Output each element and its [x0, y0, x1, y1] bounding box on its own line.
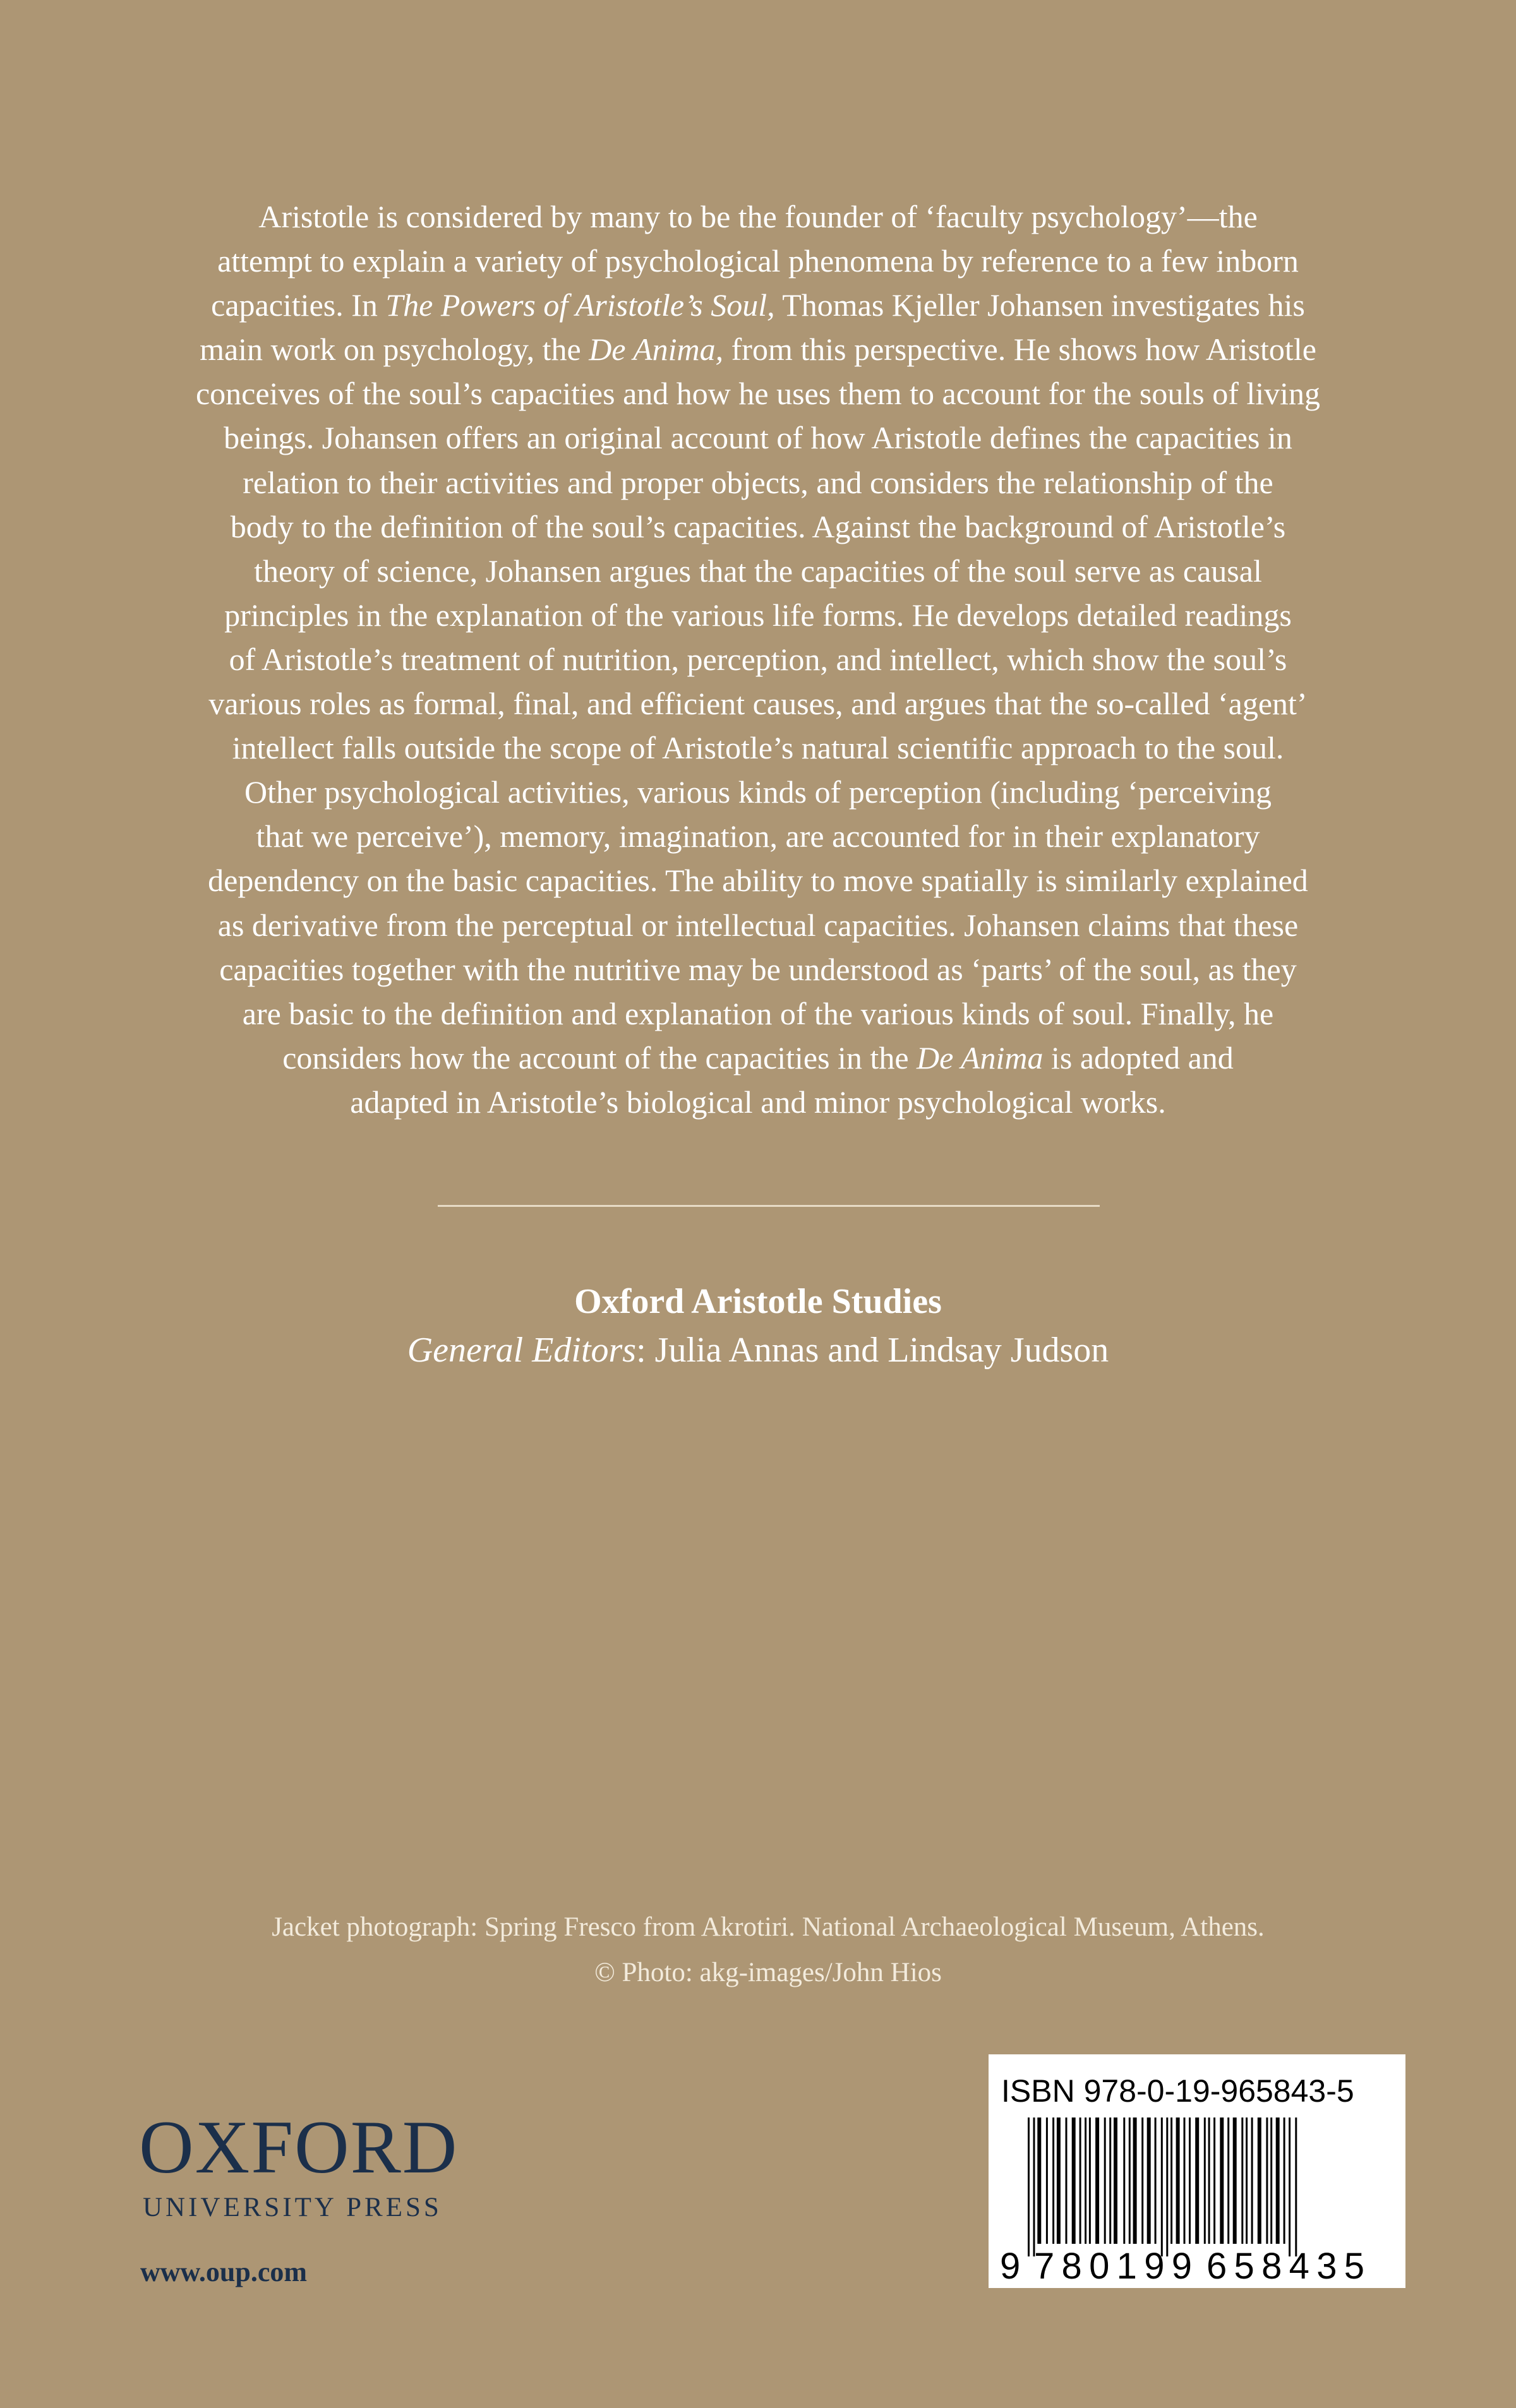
barcode-bar	[1227, 2117, 1229, 2244]
blurb-text: theory of science, Johansen argues that the capacities of the soul serve as causal	[254, 553, 1262, 589]
blurb-text: are basic to the definition and explanation of the various kinds of soul. Finally, he	[242, 995, 1274, 1031]
barcode-bar	[1170, 2117, 1172, 2244]
barcode-bar	[1246, 2117, 1248, 2244]
blurb-italic-text: The Powers of Aristotle’s Soul,	[385, 287, 775, 323]
blurb-line	[126, 327, 1390, 371]
barcode-digits-left: 780199	[1034, 2246, 1192, 2287]
series-editors-names: : Julia Annas and Lindsay Judson	[636, 1331, 1109, 1370]
barcode-graphic	[989, 2054, 1405, 2288]
barcode-bar	[1147, 2117, 1151, 2244]
barcode-bar	[1104, 2117, 1106, 2244]
blurb-line	[126, 593, 1390, 637]
oxford-logo-word: OXFORD	[139, 2105, 459, 2189]
blurb-line	[126, 991, 1390, 1036]
barcode-bar	[1085, 2117, 1086, 2244]
barcode-bar	[1046, 2117, 1048, 2244]
blurb-line	[126, 549, 1390, 593]
barcode-bar	[1033, 2117, 1035, 2256]
blurb-text: Aristotle is considered by many to be the founder of ‘faculty psychology’—the	[258, 199, 1258, 234]
blurb-text: intellect falls outside the scope of Aristotle’s natural scientific approach to the soul.	[232, 730, 1284, 766]
isbn-barcode-box	[989, 2054, 1405, 2288]
blurb-line	[126, 726, 1390, 770]
barcode-bar	[1155, 2117, 1157, 2244]
divider-rule	[438, 1205, 1100, 1207]
blurb-text: Thomas Kjeller Johansen investigates his	[774, 287, 1305, 323]
blurb-text: various roles as formal, final, and efficient causes, and argues that the so-called ‘agent’	[208, 686, 1308, 722]
blurb-text: considers how the account of the capacities in the	[282, 1039, 917, 1075]
barcode-bar	[1114, 2117, 1117, 2244]
barcode-bar	[1289, 2117, 1290, 2256]
blurb-line	[126, 283, 1390, 327]
barcode-bar	[1037, 2117, 1041, 2244]
barcode-bar	[1123, 2117, 1125, 2244]
barcode-bar	[1258, 2117, 1261, 2244]
barcode-bar	[1141, 2117, 1143, 2244]
blurb-line	[126, 460, 1390, 505]
blurb-text: capacities together with the nutritive may be understood as ‘parts’ of the soul, as they	[219, 951, 1297, 987]
publisher-website: www.oup.com	[140, 2256, 308, 2287]
barcode-bar	[1208, 2117, 1210, 2244]
blurb-text: main work on psychology, the	[200, 332, 589, 368]
blurb-text: dependency on the basic capacities. The ability to move spatially is similarly explained	[208, 863, 1308, 899]
barcode-bar	[1184, 2117, 1186, 2244]
barcode-bar	[1072, 2117, 1076, 2244]
blurb-line	[126, 903, 1390, 947]
blurb-text: beings. Johansen offers an original account of how Aristotle defines the capacities in	[224, 420, 1292, 456]
barcode-digit-first: 9	[1000, 2246, 1021, 2287]
blurb-text: from this perspective. He shows how Aristotle	[723, 332, 1316, 368]
barcode-bar	[1241, 2117, 1243, 2244]
blurb-line	[126, 195, 1390, 239]
blurb-line	[126, 814, 1390, 858]
barcode-bar	[1057, 2117, 1061, 2244]
blurb-line	[126, 770, 1390, 814]
barcode-bar	[1276, 2117, 1280, 2244]
series-editors-label: General Editors	[407, 1331, 637, 1370]
blurb-text: of Aristotle’s treatment of nutrition, perception, and intellect, which show the soul’s	[229, 641, 1287, 677]
blurb-text: conceives of the soul’s capacities and how he uses them to account for the souls of living	[195, 376, 1321, 412]
barcode-bar	[1266, 2117, 1268, 2244]
blurb-text: Other psychological activities, various kinds of perception (including ‘perceiving	[244, 774, 1272, 810]
blurb-line	[126, 239, 1390, 283]
oxford-logo-subtitle: UNIVERSITY PRESS	[143, 2193, 442, 2222]
barcode-bar	[1189, 2117, 1191, 2244]
barcode-bar	[1270, 2117, 1272, 2244]
blurb-line	[126, 637, 1390, 681]
barcode-bar	[1161, 2117, 1163, 2256]
blurb-line	[126, 371, 1390, 416]
barcode-bar	[1251, 2117, 1253, 2244]
blurb-text: that we perceive’), memory, imagination, are accounted for in their explanatory	[256, 818, 1260, 854]
barcode-bar	[1066, 2117, 1068, 2244]
barcode-bar	[1176, 2117, 1180, 2244]
barcode-bar	[1129, 2117, 1131, 2244]
barcode-bar	[1052, 2117, 1054, 2244]
blurb-text: adapted in Aristotle’s biological and minor psychological works.	[350, 1084, 1166, 1120]
blurb-text: capacities. In	[211, 287, 386, 323]
blurb-line	[126, 505, 1390, 549]
barcode-bar	[1109, 2117, 1111, 2244]
barcode-bar	[1166, 2117, 1168, 2256]
barcode-bar	[1028, 2117, 1030, 2256]
blurb-line	[126, 947, 1390, 991]
blurb-text: principles in the explanation of the various life forms. He develops detailed readings	[224, 597, 1292, 633]
barcode-bar	[1213, 2117, 1215, 2244]
back-cover-blurb	[126, 195, 1390, 1124]
blurb-text: relation to their activities and proper objects, and considers the relationship of the	[243, 464, 1273, 500]
blurb-text: is adopted and	[1043, 1039, 1234, 1075]
oxford-university-press-logo	[139, 2105, 493, 2225]
barcode-bar	[1095, 2117, 1099, 2244]
series-editors	[0, 1328, 1516, 1372]
blurb-line	[126, 681, 1390, 726]
blurb-line	[126, 858, 1390, 902]
barcode-bar	[1195, 2117, 1199, 2244]
blurb-italic-text: De Anima,	[589, 332, 724, 368]
blurb-italic-text: De Anima	[917, 1039, 1044, 1075]
blurb-line	[126, 416, 1390, 460]
blurb-text: attempt to explain a variety of psychological phenomena by reference to a few inborn	[217, 243, 1299, 279]
barcode-bar	[1089, 2117, 1091, 2244]
jacket-photo-credit: Jacket photograph: Spring Fresco from Akrotiri. National Archaeological Museum, Athens.	[272, 1912, 1265, 1942]
photo-copyright: © Photo: akg-images/John Hios	[594, 1958, 942, 1987]
blurb-text: as derivative from the perceptual or intellectual capacities. Johansen claims that these	[217, 907, 1299, 943]
barcode-bar	[1204, 2117, 1206, 2244]
isbn-text: ISBN 978-0-19-965843-5	[1001, 2073, 1354, 2109]
barcode-bars	[1028, 2117, 1297, 2256]
blurb-line	[126, 1036, 1390, 1080]
blurb-text: body to the definition of the soul’s capacities. Against the background of Aristotle’s	[230, 508, 1286, 544]
barcode-bar	[1284, 2117, 1285, 2244]
barcode-bar	[1295, 2117, 1297, 2256]
barcode-bar	[1233, 2117, 1237, 2244]
barcode-bar	[1220, 2117, 1224, 2244]
barcode-digits-right: 658435	[1206, 2246, 1364, 2287]
series-title: Oxford Aristotle Studies	[574, 1282, 942, 1321]
barcode-bar	[1080, 2117, 1081, 2244]
blurb-line	[126, 1080, 1390, 1124]
barcode-bar	[1133, 2117, 1137, 2244]
